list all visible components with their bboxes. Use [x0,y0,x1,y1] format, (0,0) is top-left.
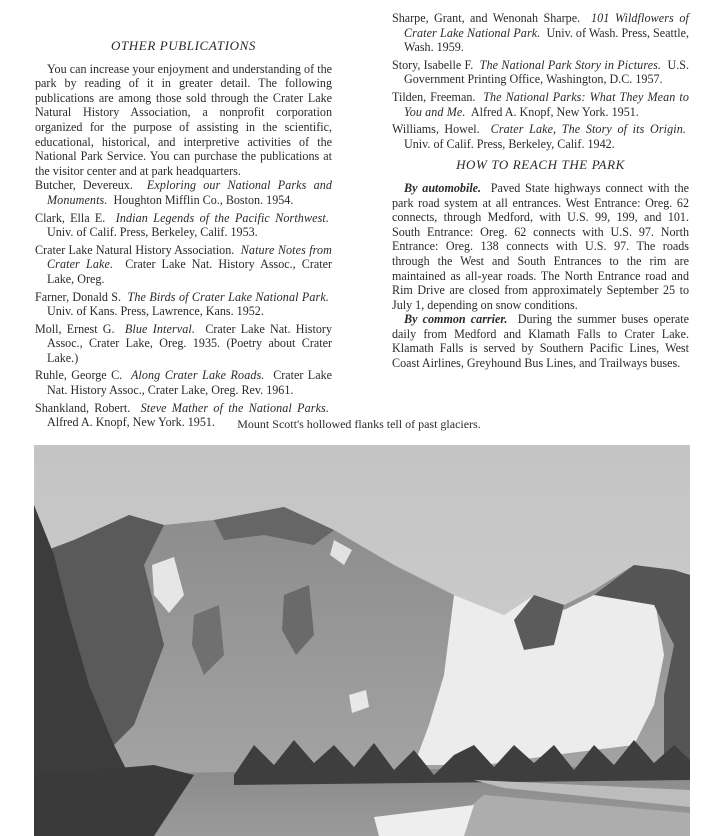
reference-item: Clark, Ella E. Indian Legends of the Pacific Northwest. Univ. of Calif. Press, Berkeley, Calif. 1953. [35,210,329,240]
automobile-paragraph: By automobile. Paved State highways connect with the park road system at all entrances. West Entrance: Oreg. 62 connects, through Medford, with U.S. 99, 199, and 101. South Entrance: Oreg. 62 connects with U.S. 97. North Entrance: Oreg. 138 connects with U.S. 97. The roads through the West and South Entrances to the rim are maintained as all-year roads. The North Entrance road and Rim Drive are closed from approximately September 25 to July 1, depending on snow conditions. [392,180,690,312]
reference-item: Crater Lake Natural History Association. Nature Notes from Crater Lake. Crater Lake Nat. History Assoc., Crater Lake, Oreg. [35,242,332,286]
reference-item: Farner, Donald S. The Birds of Crater Lake National Park. Univ. of Kans. Press, Lawrence, Kans. 1952. [35,289,329,319]
right-column [392,0,689,371]
figure-caption: Mount Scott's hollowed flanks tell of past glaciers. [237,417,481,431]
mountain-photo [34,445,690,836]
section-heading-how-to-reach: HOW TO REACH THE PARK [456,157,625,173]
section-heading-other-publications: OTHER PUBLICATIONS [110,38,256,53]
reference-item: Ruhle, George C. Along Crater Lake Roads. Crater Lake Nat. History Assoc., Crater Lake, Oreg. Rev. 1961. [35,368,332,398]
common-carrier-paragraph: By common carrier. During the summer buses operate daily from Medford and Klamath Falls to Crater Lake. Klamath Falls is served by Southern Pacific Lines, West Coast Airlines, Greyhound Bus Lines, and Trailways buses. [392,312,689,371]
intro-paragraph: You can increase your enjoyment and understanding of the park by reading of it in greater detail. The following publications are among those sold through the Crater Lake Natural History Association, a nonprofit corporation organized for the purpose of assisting in the scientific, educational, historical, and interpretive activities of the National Park Service. You can purchase the publications at the visitor center and at park headquarters. [35,61,332,178]
reference-item: Moll, Ernest G. Blue Interval. Crater Lake Nat. History Assoc., Crater Lake, Oreg. 1935. (Poetry about Crater Lake.) [35,321,332,365]
reference-item: Shankland, Robert. Steve Mather of the National Parks. Alfred A. Knopf, New York. 1951. [35,400,329,430]
reference-item: Butcher, Devereux. Exploring our National Parks and Monuments. Houghton Mifflin Co., Boston. 1954. [35,178,333,207]
left-column [35,0,332,433]
reference-item: Tilden, Freeman. The National Parks: What They Mean to You and Me. Alfred A. Knopf, New York. 1951. [392,89,689,119]
photo-illustration [34,445,690,836]
reference-list-continued [392,11,689,151]
reference-item: Williams, Howel. Crater Lake, The Story of its Origin. Univ. of Calif. Press, Berkeley, Calif. 1942. [392,122,686,151]
reference-list [35,178,332,430]
reference-item: Sharpe, Grant, and Wenonah Sharpe. 101 Wildflowers of Crater Lake National Park. Univ. of Wash. Press, Seattle, Wash. 1959. [392,11,690,55]
reference-item: Story, Isabelle F. The National Park Story in Pictures. U.S. Government Printing Office, Washington, D.C. 1957. [392,57,690,87]
